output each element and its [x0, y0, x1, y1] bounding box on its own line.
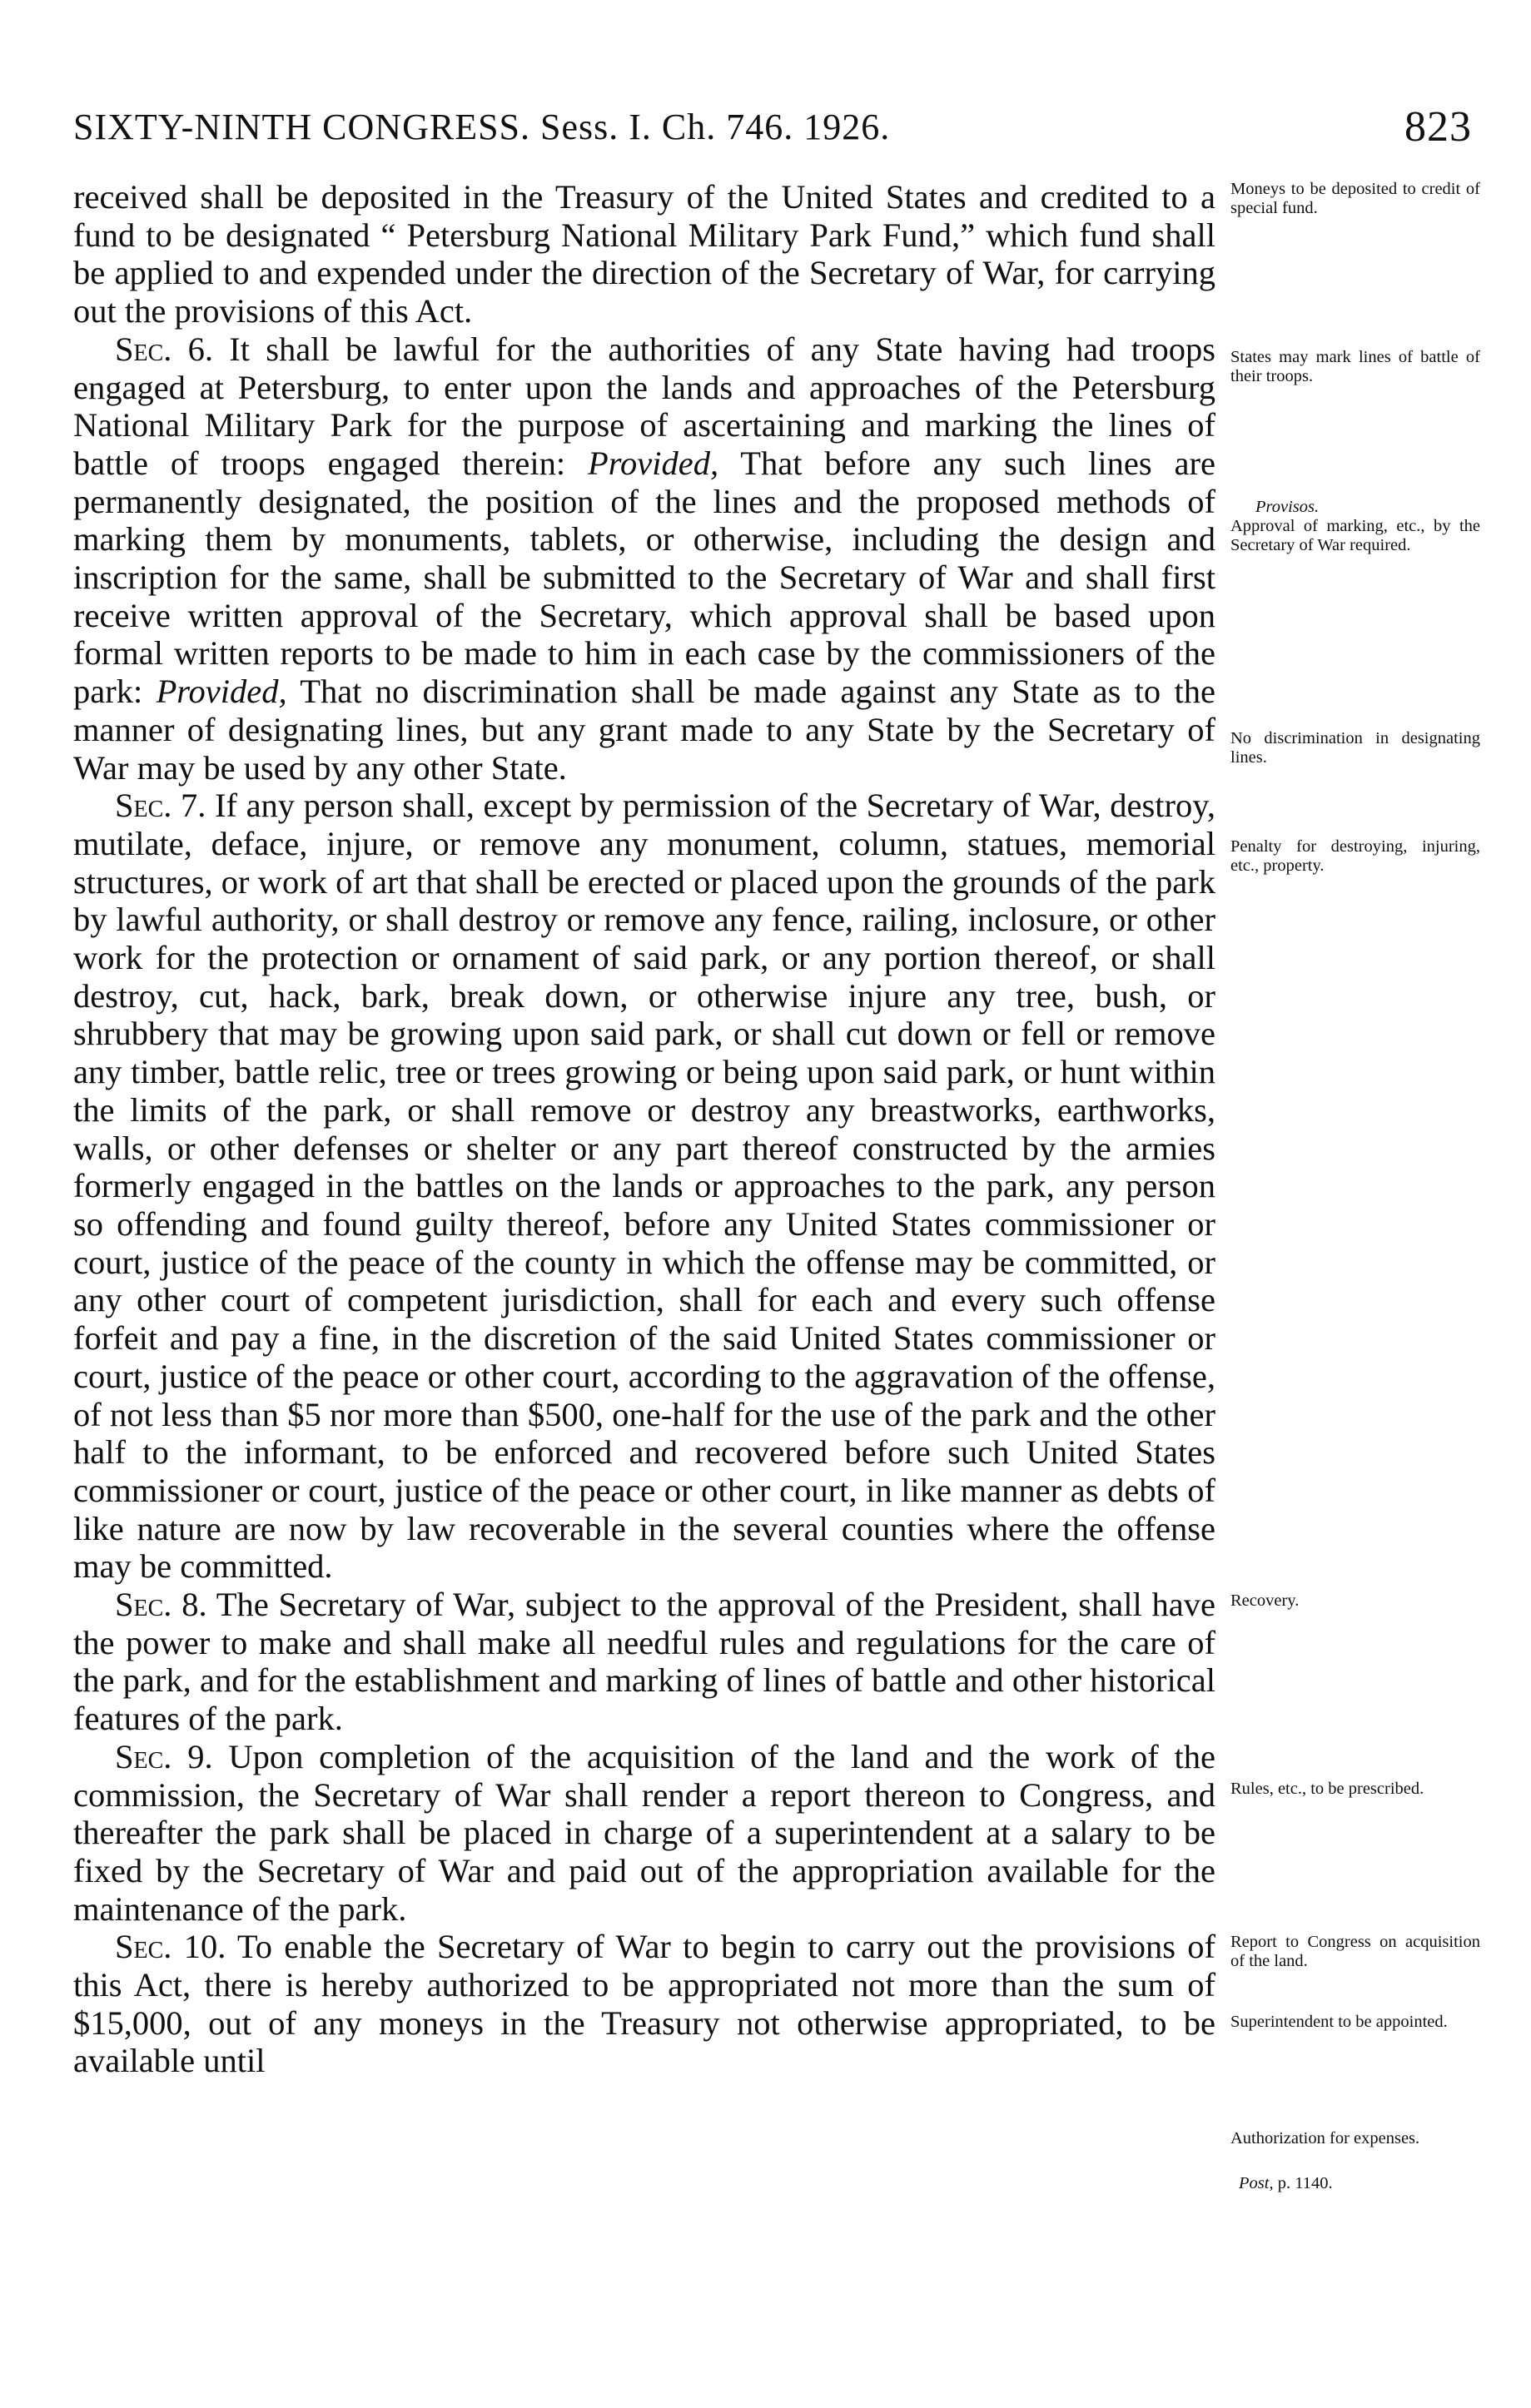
paragraph-sec-8 — [73, 1586, 1215, 1738]
section-text: It shall be lawful for the authorities of any State having had troops engaged at Petersburg, to enter upon the lands and approaches of the Petersburg National Military Park for the purpose of ascertaining and marking the lines of battle of troops engaged therein: — [73, 330, 1215, 482]
section-label: Sec. 8. — [115, 1586, 207, 1624]
header-title: SIXTY-NINTH CONGRESS. Sess. I. Ch. 746. 1926. — [73, 107, 891, 147]
proviso-label: Provided, — [588, 444, 719, 482]
section-label: Sec. 10. — [115, 1928, 226, 1966]
post-ref: p. 1140. — [1273, 2174, 1333, 2192]
section-label: Sec. 9. — [115, 1737, 213, 1775]
section-text: If any person shall, except by permission of the Secretary of War, destroy, mutilate, deface, injure, or remove any monument, column, statues, memorial structures, or work of art that shall be erected or placed upon the grounds of the park by lawful authority, or shall destroy or remove any fence, railing, inclosure, or other work for the protection or ornament of said park, or any portion thereof, or shall destroy, cut, hack, bark, break down, or otherwise injure any tree, bush, or shrubbery that may be growing upon said park, or shall cut down or fell or remove any timber, battle relic, tree or trees growing or being upon said park, or hunt within the limits of the park, or shall remove or destroy any breastworks, earthworks, walls, or other defenses or shelter or any part thereof constructed by the armies formerly engaged in the battles on the lands or approaches to the park, any person so offending and found guilty thereof, before any United States commissioner or court, justice of the peace of the county in which the offense may be committed, or any other court of competent jurisdiction, shall for each and every such offense forfeit and pay a fine, in the discretion of the said United States commissioner or court, justice of the peace or other court, according to the aggravation of the offense, of not less than $5 nor more than $500, one-half for the use of the park and the other half to the informant, to be enforced and recovered before such United States commissioner or court, justice of the peace or other court, in like manner as debts of like nature are now by law recoverable in the several counties where the offense may be committed. — [73, 787, 1215, 1586]
provisos-label: Provisos. — [1255, 498, 1320, 516]
margin-note-post — [1230, 2174, 1489, 2193]
section-label: Sec. 7. — [115, 787, 206, 825]
margin-note-superintendent: Superintendent to be appointed. — [1230, 2013, 1448, 2031]
provisos-text: Approval of marking, etc., by the Secretary of War required. — [1230, 517, 1480, 554]
section-label: Sec. 6. — [115, 330, 214, 368]
post-label: Post, — [1239, 2174, 1274, 2192]
running-header — [73, 98, 1472, 156]
paragraph-fund: received shall be deposited in the Treasury of the United States and credited to a fund to be designated “ Petersburg National Military Park Fund,” which fund shall be applied to and expended under the direction of the Secretary of War, for carrying out the provisions of this Act. — [73, 178, 1215, 330]
margin-note-rules: Rules, etc., to be prescribed. — [1230, 1780, 1424, 1798]
margin-note-penalty: Penalty for destroying, injuring, etc., property. — [1230, 837, 1480, 875]
margin-note-nodiscrim: No discrimination in designating lines. — [1230, 729, 1480, 767]
page-number: 823 — [1404, 103, 1472, 151]
paragraph-sec-6 — [73, 330, 1215, 787]
section-text: That before any such lines are permanently designated, the position of the lines and the proposed methods of marking them by monuments, tablets, or otherwise, including the design and inscription for the same, shall be submitted to the Secretary of War and shall first receive written approval of the Secretary, which approval shall be based upon formal written reports to be made to him in each case by the commissioners of the park: — [73, 444, 1215, 711]
section-text: Upon completion of the acquisition of the land and the work of the commission, the Secretary of War shall render a report thereon to Congress, and thereafter the park shall be placed in charge of a superintendent at a salary to be fixed by the Secretary of War and paid out of the appropriation available for the maintenance of the park. — [73, 1737, 1215, 1928]
margin-note-states: States may mark lines of battle of their troops. — [1230, 348, 1480, 385]
margin-note-report: Report to Congress on acquisition of the land. — [1230, 1933, 1480, 1970]
section-text: To enable the Secretary of War to begin to carry out the provisions of this Act, there is hereby authorized to be appropriated not more than the sum of $15,000, out of any moneys in the Treasury not otherwise appropriated, to be available until — [73, 1928, 1215, 2080]
margin-note-recovery: Recovery. — [1230, 1591, 1300, 1610]
section-text: That no discrimination shall be made against any State as to the manner of designating lines, but any grant made to any State by the Secretary of War may be used by any other State. — [73, 673, 1215, 787]
paragraph-sec-7 — [73, 787, 1215, 1586]
margin-note-authorization: Authorization for expenses. — [1230, 2129, 1420, 2147]
paragraph-sec-9 — [73, 1738, 1215, 1929]
margin-note-provisos — [1230, 498, 1480, 555]
section-text: The Secretary of War, subject to the approval of the President, shall have the power to make and shall make all needful rules and regulations for the care of the park, and for the establishment and marking of lines of battle and other historical features of the park. — [73, 1586, 1215, 1738]
paragraph-sec-10 — [73, 1928, 1215, 2080]
proviso-label: Provided, — [156, 673, 287, 711]
main-text — [73, 178, 1215, 2080]
margin-note-moneys: Moneys to be deposited to credit of special fund. — [1230, 180, 1480, 217]
